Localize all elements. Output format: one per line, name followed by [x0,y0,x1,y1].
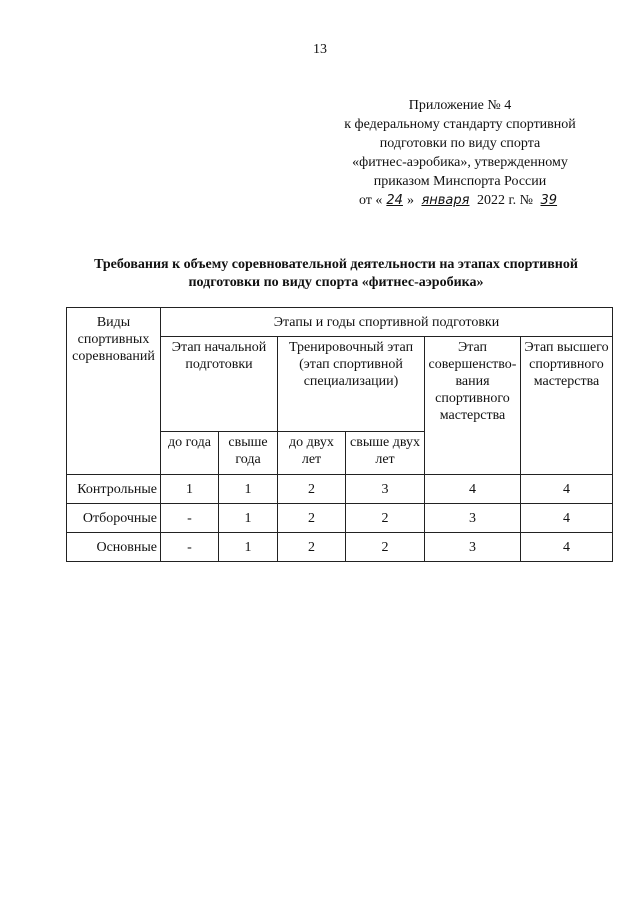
appendix-line-4: «фитнес-аэробика», утвержденному [352,155,568,170]
stage-header-improvement: Этап совершенство-вания спортивного мастерства [425,337,521,475]
page-number: 13 [313,42,327,57]
stage-header-highest: Этап высшего спортивного мастерства [521,337,613,475]
appendix-line-2: к федеральному стандарту спортивной [344,117,576,132]
title-line-2: подготовки по виду спорта «фитнес-аэробика» [188,275,484,290]
table-cell: 2 [278,475,346,504]
document-title [50,256,622,292]
date-mid: » [406,193,414,208]
order-day-handwritten: 24 [386,193,403,208]
table-cell: 3 [346,475,425,504]
table-cell: - [161,504,219,533]
table-cell: 2 [278,533,346,562]
row-label: Основные [67,533,161,562]
table-row [67,533,613,562]
table-cell: 1 [219,504,278,533]
appendix-line-1: Приложение № 4 [408,98,512,113]
order-year: 2022 г. № [476,193,533,208]
table-row [67,504,613,533]
appendix-line-5: приказом Минспорта России [373,174,547,189]
row-label: Отборочные [67,504,161,533]
corner-header: Виды спортивных соревнований [67,308,161,475]
order-number-handwritten: 39 [540,193,558,208]
table-cell: 4 [521,504,613,533]
table-cell: 1 [219,475,278,504]
table-cell: 4 [425,475,521,504]
subheader-over-two-years: свыше двух лет [346,432,425,475]
date-prefix: от « [358,193,383,208]
table-cell: 4 [521,475,613,504]
order-date-line [310,191,610,210]
table-cell: 3 [425,533,521,562]
table-row [67,475,613,504]
table-cell: 1 [161,475,219,504]
table-cell: - [161,533,219,562]
appendix-line-3: подготовки по виду спорта [379,136,541,151]
table-cell: 4 [521,533,613,562]
table-cell: 2 [278,504,346,533]
row-label: Контрольные [67,475,161,504]
table-cell: 1 [219,533,278,562]
table-cell: 2 [346,533,425,562]
table-cell: 3 [425,504,521,533]
title-line-1: Требования к объему соревновательной деятельности на этапах спортивной [94,257,578,272]
requirements-table [66,307,613,562]
subheader-up-to-year: до года [161,432,219,475]
subheader-up-to-two-years: до двух лет [278,432,346,475]
group-header: Этапы и годы спортивной подготовки [161,308,613,337]
stage-header-initial: Этап начальной подготовки [161,337,278,432]
subheader-over-year: свыше года [219,432,278,475]
order-month-handwritten: января [421,193,470,208]
appendix-block [310,96,610,210]
table-cell: 2 [346,504,425,533]
stage-header-training: Тренировочный этап (этап спортивной специализации) [278,337,425,432]
